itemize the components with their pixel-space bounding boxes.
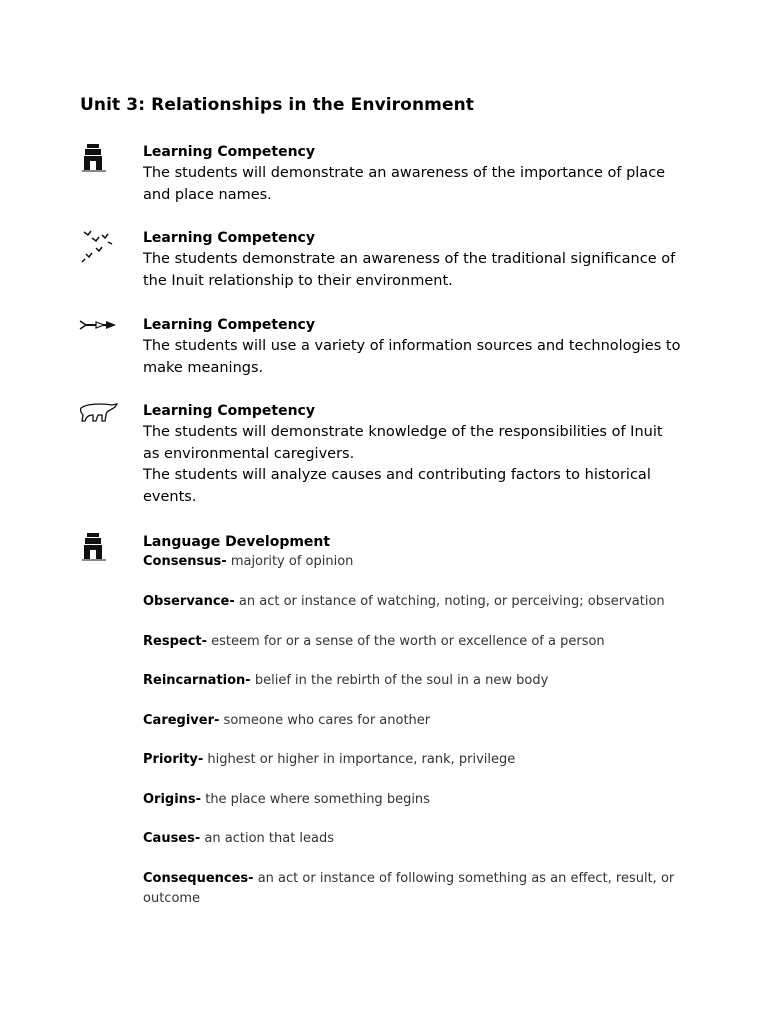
vocabulary-term: Consensus- — [143, 554, 227, 569]
vocabulary-definition: esteem for or a sense of the worth or excellence of a person — [211, 634, 605, 649]
competency-heading: Learning Competency — [143, 230, 315, 246]
language-heading-block — [143, 532, 683, 553]
vocabulary-entry — [143, 671, 683, 691]
vocabulary-term: Reincarnation- — [143, 673, 251, 688]
vocabulary-definition: an action that leads — [204, 831, 335, 846]
inukshuk-icon — [78, 140, 118, 180]
competency-block — [143, 142, 683, 206]
competency-text: The students will demonstrate an awareness of the importance of place and place names. — [143, 165, 666, 203]
vocabulary-entry — [143, 592, 683, 612]
competency-text: The students will use a variety of information sources and technologies to make meanings. — [143, 338, 681, 376]
vocabulary-definition: majority of opinion — [230, 554, 354, 569]
polar-bear-icon — [78, 398, 118, 438]
language-heading: Language Development — [143, 534, 331, 550]
vocabulary-term: Observance- — [143, 594, 235, 609]
competency-block — [143, 228, 683, 292]
competency-text: The students will analyze causes and contributing factors to historical events. — [143, 467, 651, 505]
vocabulary-entry — [143, 552, 683, 572]
vocabulary-definition: someone who cares for another — [223, 713, 431, 728]
vocabulary-entry — [143, 632, 683, 652]
page-title: Unit 3: Relationships in the Environment — [80, 95, 475, 115]
inukshuk-icon — [78, 529, 118, 569]
competency-text: The students will demonstrate knowledge of the responsibilities of Inuit as environmental caregivers. — [143, 424, 663, 462]
vocabulary-definition: highest or higher in importance, rank, privilege — [207, 752, 516, 767]
vocabulary-entry — [143, 790, 683, 810]
vocabulary-term: Origins- — [143, 792, 202, 807]
competency-heading: Learning Competency — [143, 403, 315, 419]
competency-block — [143, 401, 683, 508]
vocabulary-term: Priority- — [143, 752, 204, 767]
vocabulary-definition: belief in the rebirth of the soul in a new body — [254, 673, 549, 688]
vocabulary-term: Consequences- — [143, 871, 254, 886]
vocabulary-entry — [143, 711, 683, 731]
vocabulary-definition: an act or instance of following something as an effect, result, or outcome — [143, 871, 675, 906]
vocabulary-term: Respect- — [143, 634, 208, 649]
vocabulary-entry — [143, 750, 683, 770]
vocabulary-definition: an act or instance of watching, noting, or perceiving; observation — [238, 594, 665, 609]
competency-text: The students demonstrate an awareness of the traditional significance of the Inuit relationship to their environment. — [143, 251, 676, 289]
vocabulary-entry — [143, 869, 683, 909]
vocabulary-term: Causes- — [143, 831, 201, 846]
competency-heading: Learning Competency — [143, 144, 315, 160]
birds-flying-icon — [78, 226, 118, 266]
competency-heading: Learning Competency — [143, 317, 315, 333]
competency-block — [143, 315, 683, 379]
vocabulary-definition: the place where something begins — [205, 792, 430, 807]
vocabulary-entry — [143, 829, 683, 849]
harpoon-icon — [78, 313, 118, 353]
vocabulary-term: Caregiver- — [143, 713, 220, 728]
